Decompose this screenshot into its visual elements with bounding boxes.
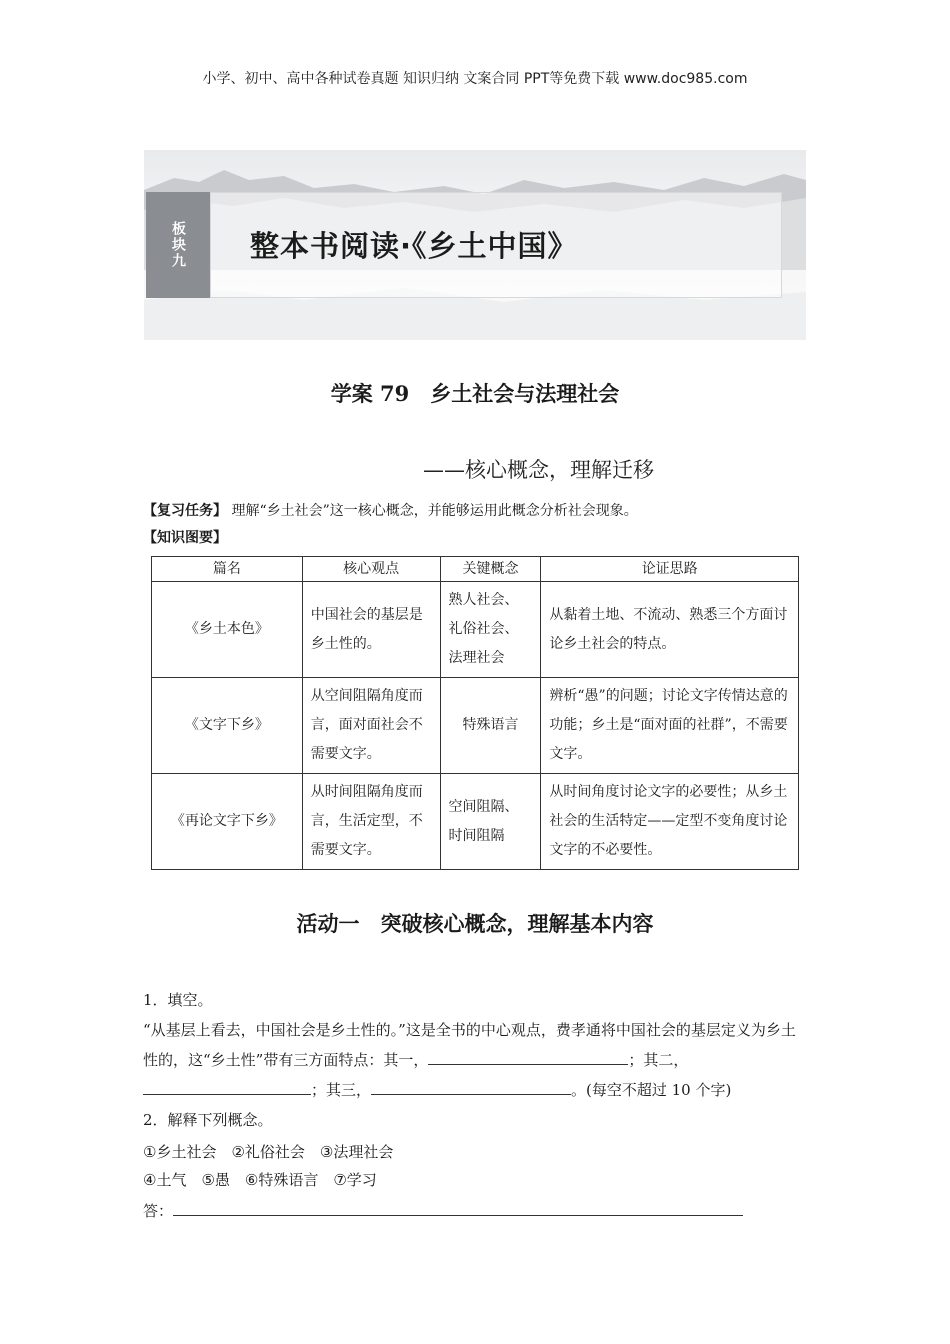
question-1-text-a: “从基层上看去，中国社会是乡土性的。”这是全书的中心观点，费孝通将中国社会的基层定义为乡土性的，这“乡土性”带有三方面特点：其一， <box>143 1021 796 1069</box>
review-task <box>143 500 638 520</box>
banner-title: 整本书阅读·《乡土中国》 <box>250 229 578 263</box>
table-cell-concept: 空间阻隔、时间阻隔 <box>440 774 541 870</box>
knowledge-map-table <box>151 556 799 870</box>
table-cell-logic: 从时间角度讨论文字的必要性；从乡土社会的生活特定——定型不变角度讨论文字的不必要性。 <box>541 774 799 870</box>
question-1-text-d: 。(每空不超过 10 个字) <box>571 1081 732 1099</box>
section-tag <box>146 192 210 298</box>
table-header-cell: 核心观点 <box>302 557 440 582</box>
table-cell-concept: 特殊语言 <box>440 678 541 774</box>
answer-label: 答： <box>143 1202 174 1220</box>
table-cell-title: 《再论文字下乡》 <box>152 774 303 870</box>
table-row <box>152 582 799 678</box>
answer-blank-3[interactable] <box>371 1076 571 1095</box>
answer-input-line[interactable] <box>173 1197 743 1216</box>
table-cell-view: 从时间阻隔角度而言，生活定型，不需要文字。 <box>302 774 440 870</box>
table-cell-logic: 辨析“愚”的问题；讨论文字传情达意的功能；乡土是“面对面的社群”，不需要文字。 <box>541 678 799 774</box>
question-2-label: 2．解释下列概念。 <box>143 1111 273 1129</box>
question-1-text-b: ；其二， <box>628 1051 689 1069</box>
table-header-row <box>152 557 799 582</box>
knowledge-map-label: 【知识图要】 <box>143 530 227 546</box>
table-row <box>152 774 799 870</box>
knowledge-map-heading <box>143 527 227 547</box>
question-1-label: 1．填空。 <box>143 991 213 1009</box>
question-1-body <box>143 1015 803 1105</box>
table-header-cell: 篇名 <box>152 557 303 582</box>
question-1-text-c: ；其三， <box>311 1081 372 1099</box>
lesson-subtitle: ——核心概念，理解迁移 <box>423 458 654 482</box>
concepts-line-1: ①乡土社会 ②礼俗社会 ③法理社会 <box>143 1143 394 1161</box>
lesson-title: 学案 79 乡土社会与法理社会 <box>330 381 620 406</box>
activity-title: 活动一 突破核心概念，理解基本内容 <box>296 911 654 936</box>
answer-line <box>143 1196 803 1226</box>
table-header-cell: 关键概念 <box>440 557 541 582</box>
section-banner <box>144 150 806 340</box>
table-cell-view: 中国社会的基层是乡土性的。 <box>302 582 440 678</box>
review-task-text: 理解“乡土社会”这一核心概念，并能够运用此概念分析社会现象。 <box>231 503 638 519</box>
table-cell-logic: 从黏着土地、不流动、熟悉三个方面讨论乡土社会的特点。 <box>541 582 799 678</box>
answer-blank-2[interactable] <box>143 1076 311 1095</box>
answer-blank-1[interactable] <box>428 1046 628 1065</box>
concepts-line-2: ④土气 ⑤愚 ⑥特殊语言 ⑦学习 <box>143 1171 377 1189</box>
section-tag-text: 板块九 <box>170 221 186 269</box>
table-cell-title: 《文字下乡》 <box>152 678 303 774</box>
review-task-label: 【复习任务】 <box>143 503 227 519</box>
table-row <box>152 678 799 774</box>
header-source-line: 小学、初中、高中各种试卷真题 知识归纳 文案合同 PPT等免费下载 www.doc985.com <box>202 71 748 87</box>
table-header-cell: 论证思路 <box>541 557 799 582</box>
table-cell-view: 从空间阻隔角度而言，面对面社会不需要文字。 <box>302 678 440 774</box>
table-cell-title: 《乡土本色》 <box>152 582 303 678</box>
table-cell-concept: 熟人社会、礼俗社会、法理社会 <box>440 582 541 678</box>
